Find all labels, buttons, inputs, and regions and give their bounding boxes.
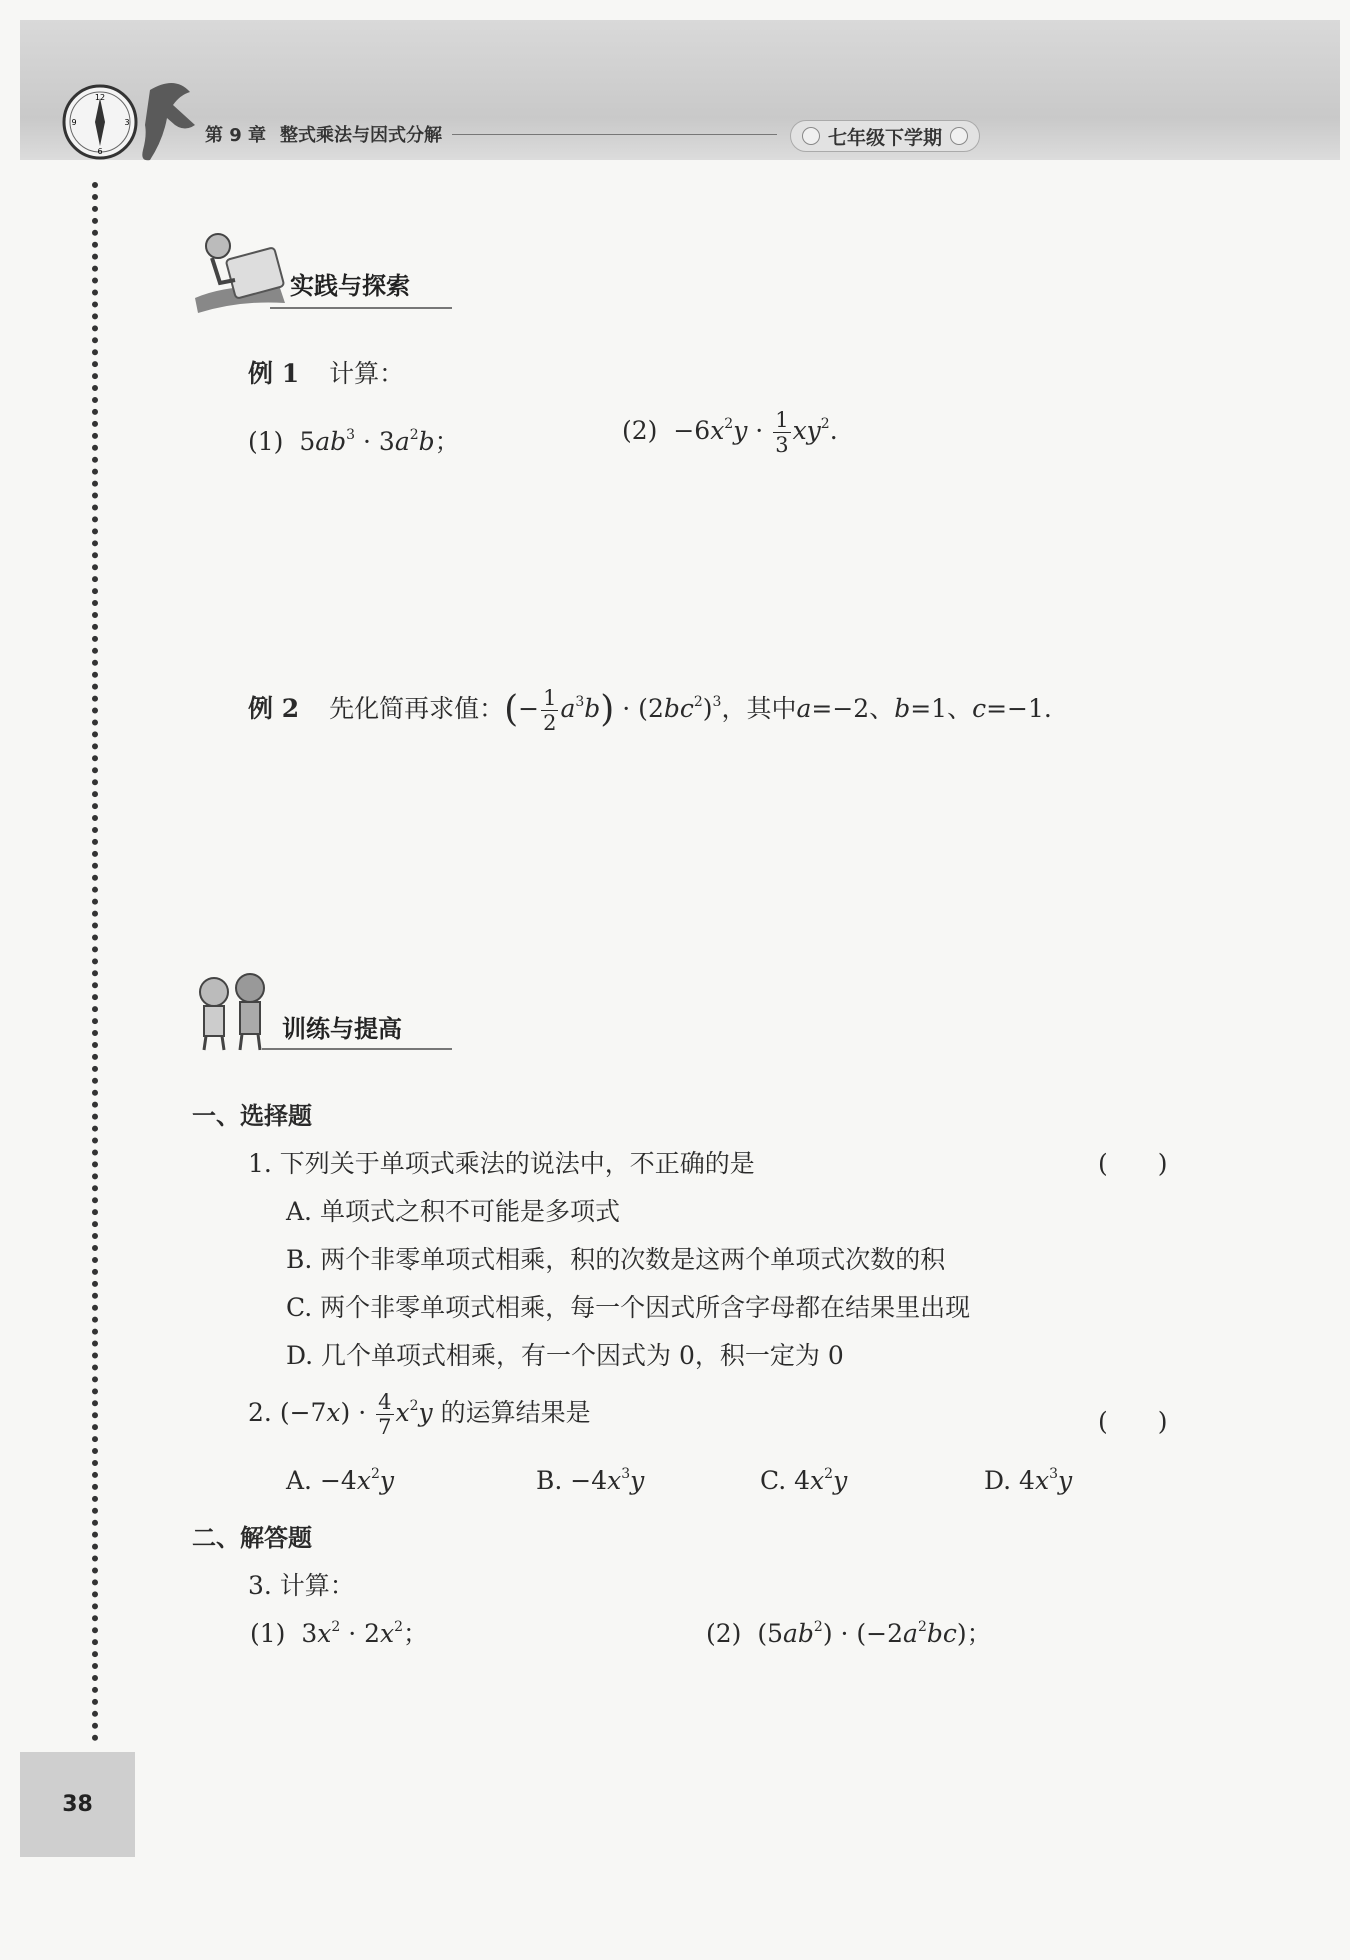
q2-option-b[interactable]: B. $-4x^3y$ xyxy=(536,1466,645,1495)
example1-part2 xyxy=(622,408,838,457)
training-title-underline xyxy=(262,1048,452,1050)
compass-digit-6: 6 xyxy=(97,147,103,156)
q2-suffix: 的运算结果是 xyxy=(440,1398,591,1427)
compass-digit-9: 9 xyxy=(71,118,77,127)
q2-stem xyxy=(248,1390,591,1439)
example1-part1 xyxy=(248,422,460,458)
explore-illustration-icon xyxy=(190,228,290,318)
pill-left-dot-icon xyxy=(802,127,820,145)
q2-number: 2. xyxy=(248,1398,272,1427)
page-number: 38 xyxy=(62,1792,93,1817)
training-illustration-icon xyxy=(192,972,282,1052)
page-number-box xyxy=(20,1752,135,1857)
part1-heading: 一、选择题 xyxy=(192,1102,312,1130)
q3-part2 xyxy=(706,1614,992,1650)
grade-pill xyxy=(790,120,980,152)
dotted-margin xyxy=(92,182,98,1742)
example2-fraction: $\frac{1}{2}$ xyxy=(543,686,557,735)
q3-p1-expression: $3x^2 \cdot 2x^2$； xyxy=(293,1619,429,1648)
grade-label: 七年级下学期 xyxy=(827,126,942,149)
q3-part1 xyxy=(250,1614,428,1650)
compass-digit-12: 12 xyxy=(94,93,106,102)
header-rule xyxy=(452,134,777,135)
q2-fraction: $\frac{4}{7}$ xyxy=(378,1390,392,1439)
q3-stem: 3. 计算： xyxy=(248,1571,355,1600)
q2-option-d[interactable]: D. $4x^3y$ xyxy=(984,1466,1073,1495)
q2-answer-bracket[interactable]: ( ) xyxy=(1098,1407,1168,1436)
example1-p1-expression: $5ab^3 \cdot 3a^2b$； xyxy=(291,427,460,456)
example1-line xyxy=(248,354,404,390)
practice-title-underline xyxy=(270,307,452,309)
example1-fraction: $\frac{1}{3}$ xyxy=(775,408,789,457)
q1-option-c[interactable]: C. 两个非零单项式相乘，每一个因式所含字母都在结果里出现 xyxy=(286,1293,971,1322)
q2-option-c[interactable]: C. $4x^2y$ xyxy=(760,1466,848,1495)
compass-digit-3: 3 xyxy=(124,118,130,127)
example2-label: 例 2 xyxy=(248,694,300,723)
q2-option-a[interactable]: A. $-4x^2y$ xyxy=(286,1466,394,1495)
q2-expression: (−7x) · $\frac{4}{7}$ $x^2y$ xyxy=(279,1390,433,1439)
q1-option-b[interactable]: B. 两个非零单项式相乘，积的次数是这两个单项式次数的积 xyxy=(286,1245,946,1274)
pill-right-dot-icon xyxy=(950,127,968,145)
example2-line xyxy=(248,686,1052,735)
example1-prompt: 计算： xyxy=(329,359,405,388)
q1-option-a[interactable]: A. 单项式之积不可能是多项式 xyxy=(286,1197,620,1226)
q3-p1-label: (1) xyxy=(250,1619,286,1648)
chapter-title: 整式乘法与因式分解 xyxy=(280,125,442,146)
example2-expression: (− $\frac{1}{2}$ $a^3b) \cdot (2bc^2)^3$ xyxy=(504,686,722,735)
chapter-number: 第 9 章 xyxy=(205,125,267,146)
q3-p2-expression: $(5ab^2) \cdot (-2a^2bc)$； xyxy=(749,1619,992,1648)
q1-option-d[interactable]: D. 几个单项式相乘，有一个因式为 0，积一定为 0 xyxy=(286,1341,844,1370)
training-section-title: 训练与提高 xyxy=(282,1015,402,1043)
q1-answer-bracket[interactable]: ( ) xyxy=(1098,1149,1168,1178)
q1-stem: 1. 下列关于单项式乘法的说法中，不正确的是 xyxy=(248,1149,755,1178)
example1-p2-label: (2) xyxy=(622,416,658,445)
part2-heading: 二、解答题 xyxy=(192,1524,312,1552)
practice-section-title: 实践与探索 xyxy=(290,272,410,300)
q3-p2-label: (2) xyxy=(706,1619,742,1648)
example1-p2-expression: $-6x^2y$ · $\frac{1}{3}$ $xy^2$. xyxy=(665,408,838,457)
compass-runner-icon xyxy=(55,70,205,170)
example2-prompt: 先化简再求值： xyxy=(329,694,505,723)
example1-p1-label: (1) xyxy=(248,427,284,456)
example2-values: a=−2、b=1、c=−1. xyxy=(796,694,1052,723)
example2-condition-word: ，其中 xyxy=(721,694,797,723)
example1-label: 例 1 xyxy=(248,359,300,388)
